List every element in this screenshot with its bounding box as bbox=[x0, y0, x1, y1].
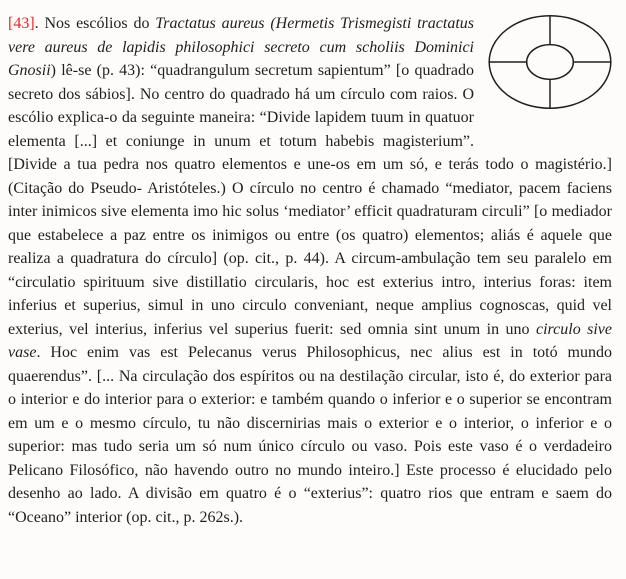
paragraph bbox=[8, 12, 612, 529]
figure-container bbox=[482, 14, 612, 126]
text-run: ) lê-se (p. 43): “quadrangulum secretum sapientum” [o quadrado secreto dos sábios]. No centro do quadrado há um círculo com raios. O escólio explica-o da seguinte maneira: “Divide lapidem tuum in quatuor elementa [...] et coniunge in unum et totum habebis magisterium”. [Divide a tua pedra nos quatro elementos e une-os em um só, e terás todo o magistério.] (Citação do Pseudo- Aristóteles.) O círculo no centro é chamado “mediator, pacem faciens inter inimicos sive elementa imo hic solus ‘mediator’ efficit quadraturam circuli” [o mediador que estabelece a paz entre os inimigos ou entre (os quatro) elementos; aliás é aquele que realiza a quadratura do círculo] (op. cit., p. 44). A circum-ambulação tem seu paralelo em “circulatio spirituum sive distillatio circularis, hoc est exterius intro, interius foras: item inferius et superius, simul in uno circulo conveniant, neque amplius cognoscas, quid vel exterius, vel interius, inferius vel superius fuerit: sed omnia sint unum in uno bbox=[8, 62, 612, 338]
inner-ellipse bbox=[527, 45, 574, 80]
text-run: . Hoc enim vas est Pelecanus verus Philosophicus, nec alius est in totó mundo quaerendus”. [... Na circulação dos espíritos ou na destilação circular, isto é, do exterior para o interior e do interior para o exterior: e também quando o inferior e o superior se encontram em um e o mesmo círculo, tu não discernirias mais o exterior e o interior, o inferior e o superior: mas tudo seria um só num único círculo ou vaso. Pois este vaso é o verdadeiro Pelicano Filosófico, não havendo outro no mundo inteiro.] Este processo é elucidado pelo desenho ao lado. A divisão em quatro é o “exterius”: quatro rios que entram e saem do “Oceano” interior (op. cit., p. 262s.). bbox=[8, 344, 612, 526]
note-number: [43] bbox=[8, 15, 35, 32]
text-run-book-title: Tractatus aureus (Hermetis Trismegisti tractatus vere aureus de lapidis philosophici secreto cum scholiis Dominici Gnosii bbox=[8, 15, 474, 79]
text-run: . Nos escólios do bbox=[34, 15, 156, 32]
quadrated-circle-diagram bbox=[488, 14, 612, 110]
text-run-latin-phrase: circulo sive vase bbox=[8, 320, 613, 361]
